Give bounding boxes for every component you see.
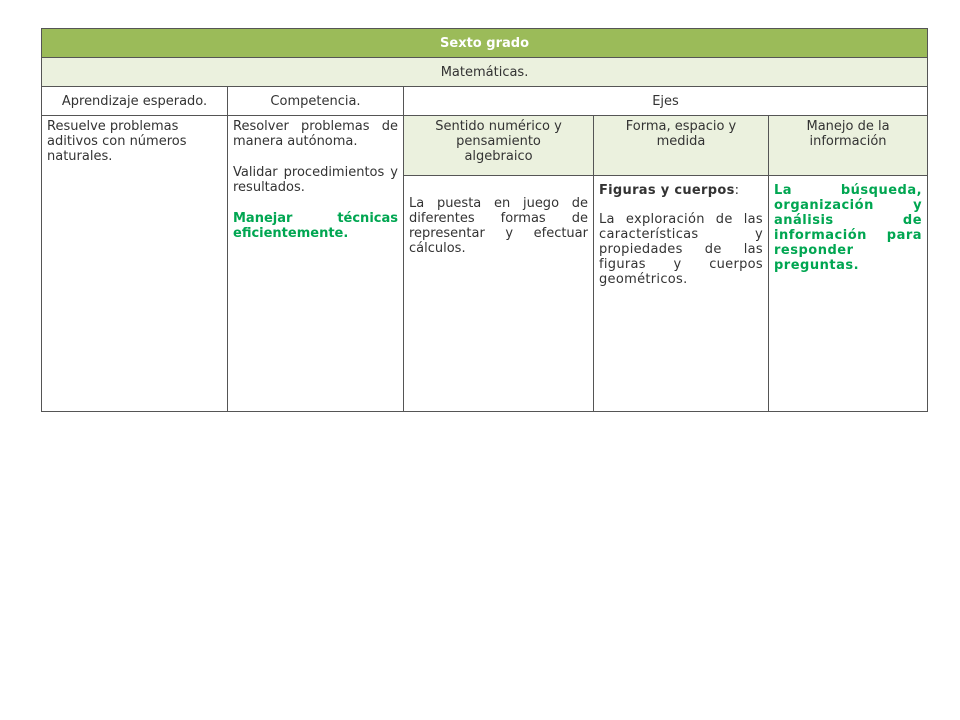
manejo-cell <box>769 176 928 412</box>
sentido-text: La puesta en juego de diferentes formas de representar y efectuar cálculos. <box>409 196 588 256</box>
axis-header-row <box>42 116 928 176</box>
aprendizaje-cell <box>42 116 228 412</box>
header-aprendizaje: Aprendizaje esperado. <box>42 87 228 116</box>
subject-row <box>42 58 928 87</box>
manejo-text: La búsqueda, organización y análisis de información para responder preguntas. <box>774 183 923 273</box>
competencia-p2: Validar procedimientos y resultados. <box>233 165 398 195</box>
competencia-cell <box>228 116 404 412</box>
competencia-p1: Resolver problemas de manera autónoma. <box>233 119 398 149</box>
header-competencia: Competencia. <box>228 87 404 116</box>
axis-sentido-label: Sentido numérico y pensamiento algebraico <box>435 119 562 164</box>
sentido-cell <box>404 176 594 412</box>
header-row <box>42 87 928 116</box>
forma-subtitle-line <box>599 183 763 198</box>
lesson-plan-table <box>41 28 928 412</box>
forma-cell <box>594 176 769 412</box>
subject-title: Matemáticas. <box>42 58 928 87</box>
axis-manejo-header <box>769 116 928 176</box>
axis-manejo-label: Manejo de la información <box>806 119 890 149</box>
header-ejes: Ejes <box>404 87 928 116</box>
aprendizaje-text: Resuelve problemas aditivos con números naturales. <box>47 119 187 164</box>
axis-forma-header <box>594 116 769 176</box>
title-row <box>42 29 928 58</box>
forma-subtitle: Figuras y cuerpos <box>599 183 735 198</box>
competencia-p3: Manejar técnicas eficientemente. <box>233 211 398 241</box>
grade-title: Sexto grado <box>42 29 928 58</box>
forma-subtitle-suffix: : <box>734 183 740 198</box>
forma-text: La exploración de las características y propiedades de las figuras y cuerpos geométricos. <box>599 212 763 287</box>
axis-forma-label: Forma, espacio y medida <box>625 119 737 149</box>
axis-sentido-header <box>404 116 594 176</box>
